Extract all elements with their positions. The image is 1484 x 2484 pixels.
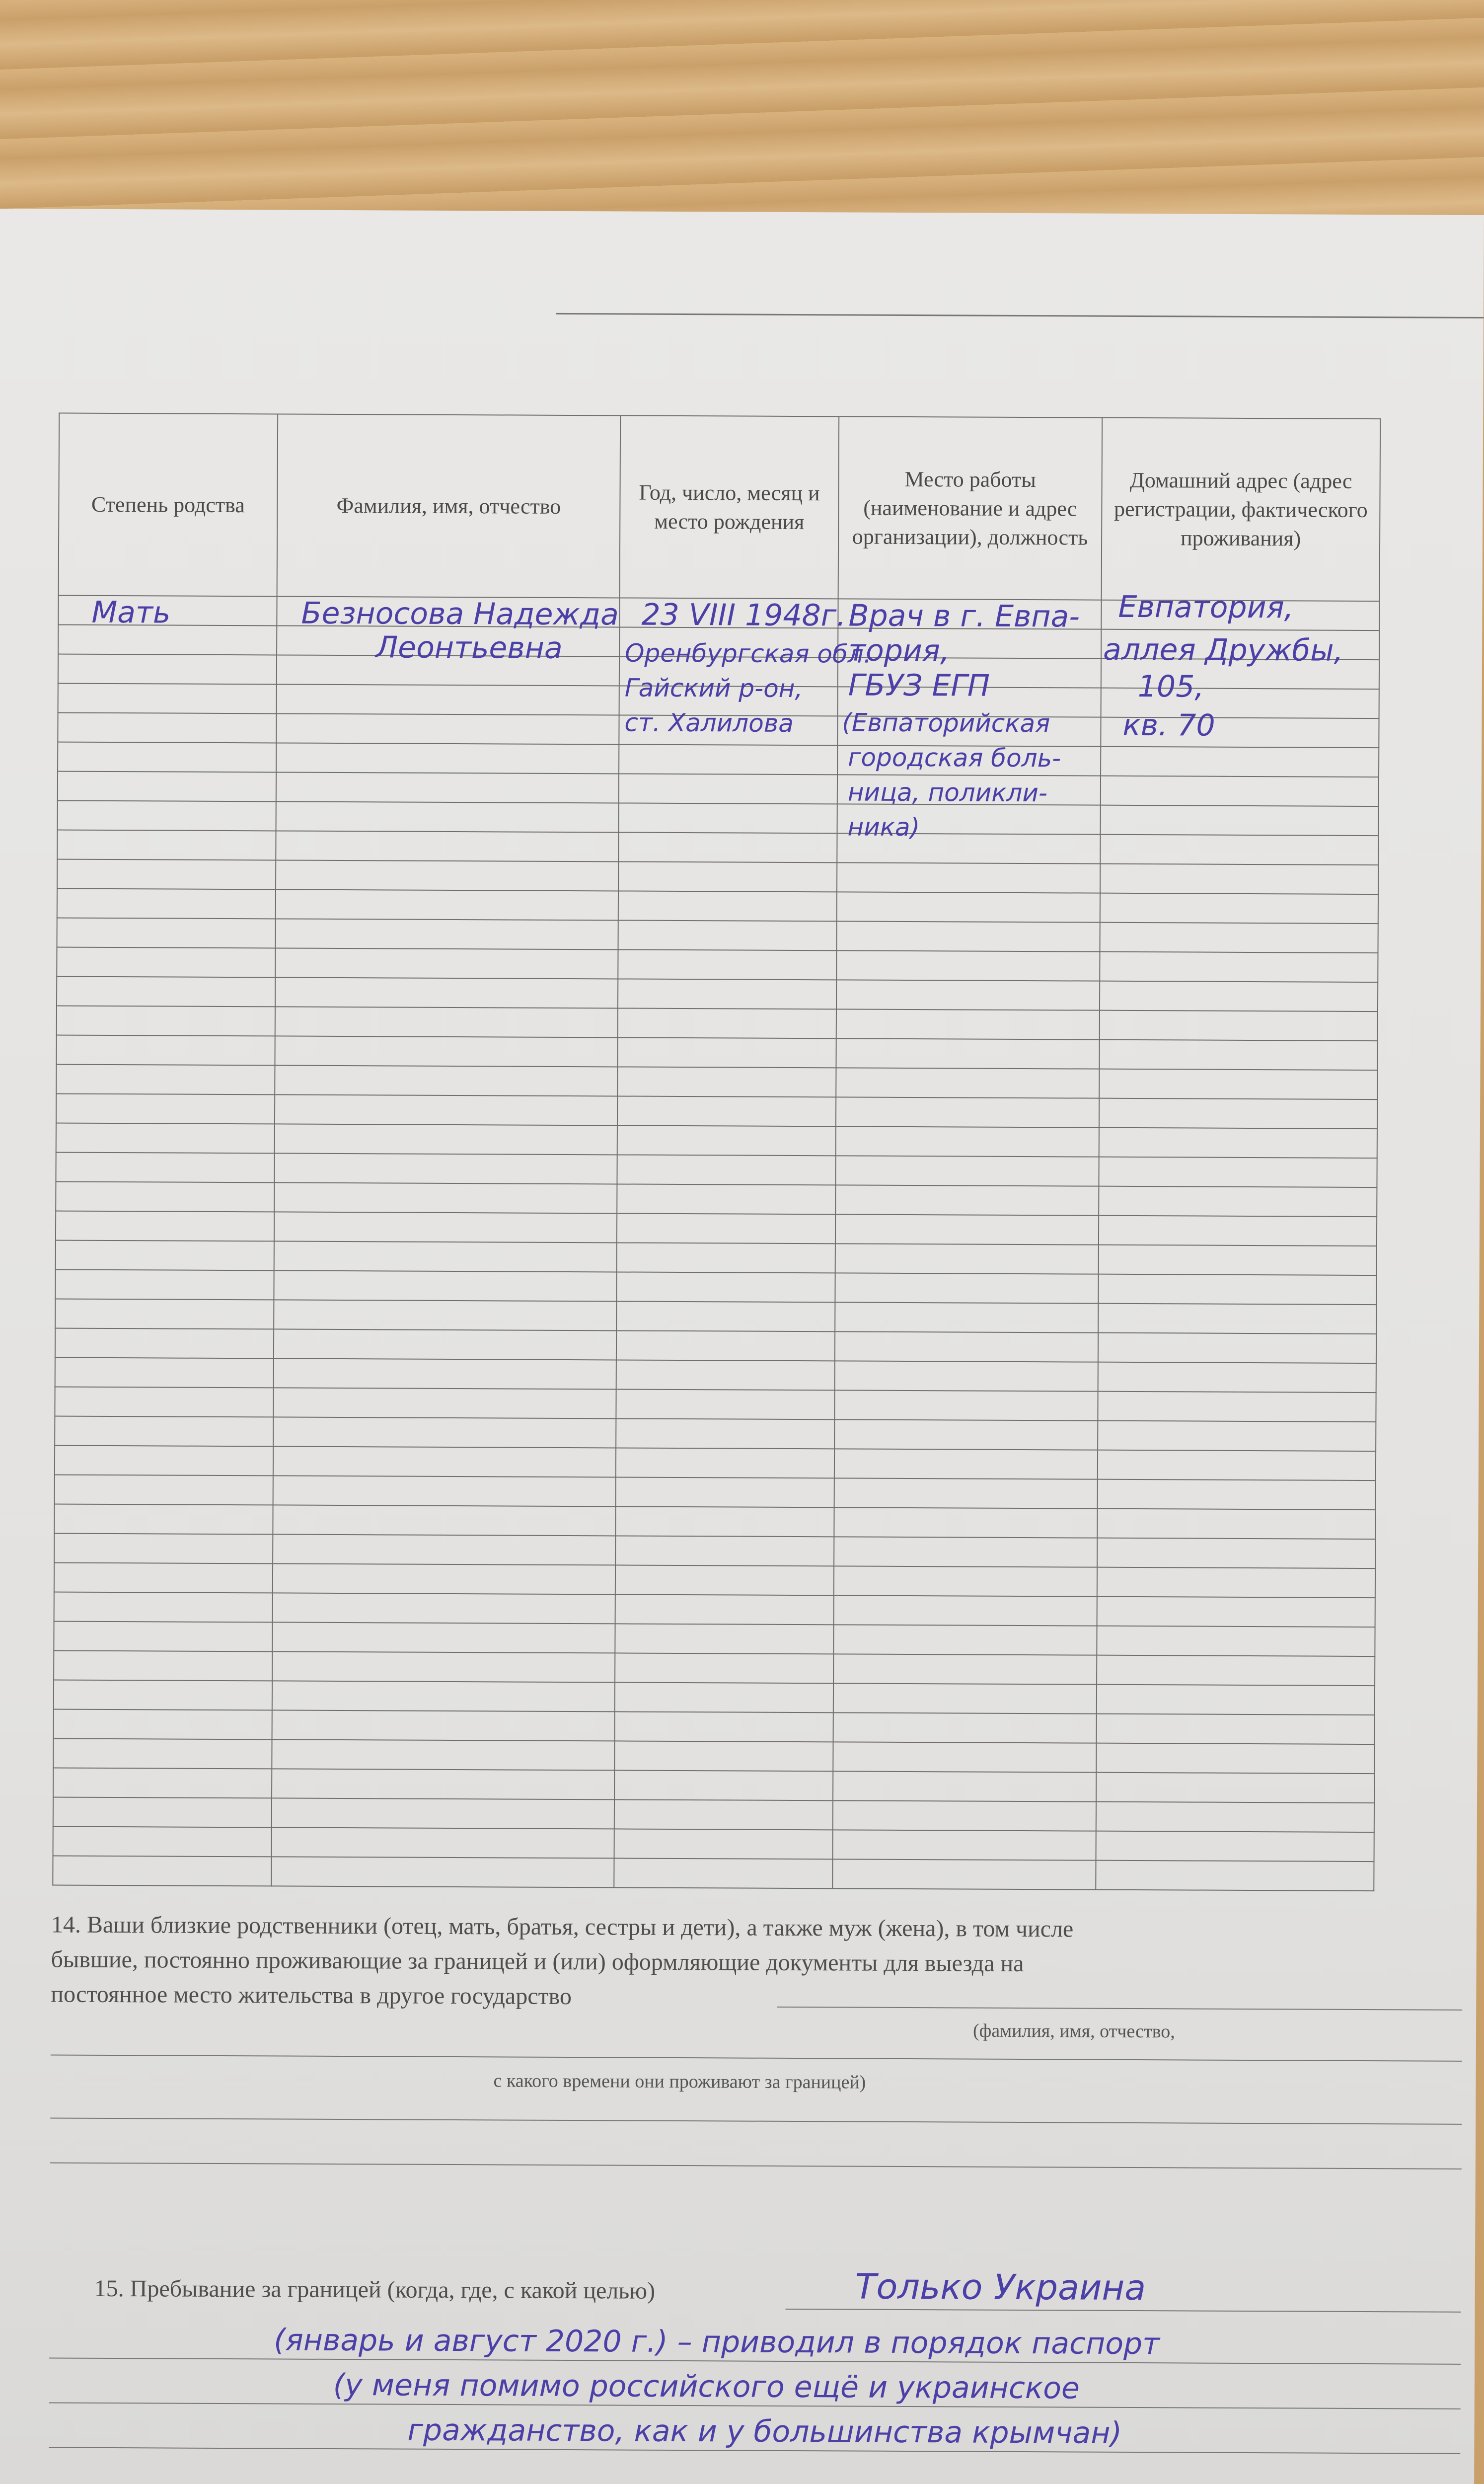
table-cell xyxy=(836,1097,1099,1127)
table-cell xyxy=(274,1358,616,1389)
table-cell xyxy=(618,1008,836,1038)
table-cell xyxy=(1101,776,1379,806)
table-cell xyxy=(1097,1538,1375,1568)
table-cell xyxy=(1100,893,1378,924)
table-cell xyxy=(1096,1743,1374,1774)
header-home-address: Домашний адрес (адрес регистрации, фактического проживания) xyxy=(1102,418,1381,601)
table-cell xyxy=(1097,1655,1375,1686)
table-cell xyxy=(833,1654,1097,1684)
table-cell xyxy=(53,1768,272,1798)
table-cell xyxy=(837,862,1100,893)
header-full-name: Фамилия, имя, отчество xyxy=(277,414,621,598)
table-cell xyxy=(55,1475,273,1505)
table-cell xyxy=(619,744,837,775)
section-14-fill-line-4 xyxy=(50,2162,1462,2169)
table-cell xyxy=(272,1651,615,1682)
entry-address-line-3: 105, xyxy=(1137,669,1204,704)
table-cell xyxy=(1098,1362,1376,1393)
table-cell xyxy=(616,1477,834,1507)
table-cell xyxy=(273,1475,616,1506)
table-cell xyxy=(1100,981,1378,1011)
table-cell xyxy=(276,713,619,744)
table-cell xyxy=(58,684,277,714)
table-cell xyxy=(275,948,618,979)
table-cell xyxy=(54,1563,273,1593)
table-cell xyxy=(273,1505,615,1536)
table-cell xyxy=(276,889,618,920)
table-cell xyxy=(616,1301,835,1331)
table-cell xyxy=(616,1418,834,1449)
table-cell xyxy=(53,1856,271,1886)
table-cell xyxy=(616,1389,834,1419)
table-cell xyxy=(837,892,1100,922)
table-cell xyxy=(54,1709,272,1739)
table-cell xyxy=(57,947,275,978)
table-cell xyxy=(834,1390,1098,1420)
table-cell xyxy=(1097,1685,1375,1715)
table-cell xyxy=(835,1243,1099,1274)
table-cell xyxy=(56,1153,274,1183)
table-cell xyxy=(55,1446,273,1476)
table-cell xyxy=(56,1035,275,1066)
table-cell xyxy=(1098,1274,1376,1305)
table-cell xyxy=(58,713,276,743)
section-15-answer-line-4: гражданство, как и у большинства крымчан) xyxy=(407,2412,1122,2451)
table-cell xyxy=(271,1857,614,1887)
table-cell xyxy=(616,1360,835,1390)
table-cell xyxy=(272,1681,615,1711)
table-cell xyxy=(617,1155,835,1185)
table-cell xyxy=(58,801,276,831)
table-cell xyxy=(275,1007,618,1037)
table-cell xyxy=(835,1273,1098,1303)
section-14-line-1: 14. Ваши близкие родственники (отец, мать, братья, сестры и дети), а также муж (жена), в том числе xyxy=(51,1911,1074,1942)
table-cell xyxy=(617,1213,835,1243)
table-cell xyxy=(58,742,276,773)
table-cell xyxy=(55,1416,273,1447)
table-cell xyxy=(1096,1802,1374,1832)
form-sheet xyxy=(0,209,1484,2484)
table-cell xyxy=(274,1153,617,1184)
entry-work-line-6: ница, поликли- xyxy=(847,777,1048,808)
section-15-answer-line-2: (январь и август 2020 г.) – приводил в порядок паспорт xyxy=(274,2323,1160,2362)
table-cell xyxy=(834,1507,1097,1538)
table-cell xyxy=(1097,1597,1375,1627)
table-cell xyxy=(273,1593,615,1624)
table-cell xyxy=(833,1742,1096,1772)
entry-birth-station: ст. Халилова xyxy=(624,708,794,738)
table-cell xyxy=(275,977,618,1008)
table-cell xyxy=(57,859,276,890)
table-cell xyxy=(1100,952,1378,982)
table-cell xyxy=(1098,1450,1376,1480)
table-cell xyxy=(1096,1831,1374,1862)
table-header-row xyxy=(59,413,1381,602)
table-cell xyxy=(272,1622,615,1653)
table-cell xyxy=(614,1770,833,1800)
table-cell xyxy=(832,1859,1096,1889)
table-cell xyxy=(53,1826,272,1857)
table-cell xyxy=(275,1036,617,1067)
table-cell xyxy=(276,831,618,861)
table-cell xyxy=(1098,1304,1376,1334)
table-cell xyxy=(56,1211,274,1242)
table-cell xyxy=(55,1270,274,1300)
table-cell xyxy=(616,1448,834,1478)
table-cell xyxy=(1096,1773,1374,1803)
table-cell xyxy=(273,1417,616,1448)
table-cell xyxy=(53,1797,272,1827)
table-cell xyxy=(275,1065,617,1096)
table-cell xyxy=(274,1270,616,1301)
table-cell xyxy=(1097,1714,1375,1744)
table-cell xyxy=(1096,1861,1374,1891)
table-cell xyxy=(274,1300,616,1330)
entry-name-line-2: Леонтьевна xyxy=(375,630,563,666)
table-cell xyxy=(617,1037,836,1068)
section-14-line-2: бывшие, постоянно проживающие за границей и (или) оформляющие документы для выезда на xyxy=(51,1946,1024,1977)
section-15-fill-line-1 xyxy=(786,2309,1461,2313)
table-cell xyxy=(833,1712,1097,1743)
table-cell xyxy=(615,1624,833,1654)
entry-name-line-1: Безносова Надежда xyxy=(301,596,619,632)
table-cell xyxy=(615,1506,834,1537)
table-cell xyxy=(274,1241,617,1272)
table-cell xyxy=(833,1830,1096,1860)
table-cell xyxy=(273,1388,616,1418)
entry-work-line-2: тория, xyxy=(848,633,950,669)
table-cell xyxy=(1099,1128,1377,1158)
entry-birth-region: Оренбургская обл. xyxy=(624,638,872,669)
table-cell xyxy=(273,1534,615,1565)
entry-work-line-1: Врач в г. Евпа- xyxy=(848,598,1080,634)
entry-address-line-2: аллея Дружбы, xyxy=(1103,632,1343,668)
table-cell xyxy=(834,1449,1098,1479)
table-cell xyxy=(837,921,1100,951)
top-rule-line xyxy=(556,313,1484,318)
table-cell xyxy=(1100,1010,1378,1041)
table-cell xyxy=(833,1683,1097,1713)
table-cell xyxy=(272,1798,614,1829)
entry-work-line-7: ника) xyxy=(847,812,920,842)
table-cell xyxy=(614,1829,833,1859)
section-14-fill-line-3 xyxy=(50,2117,1462,2124)
table-cell xyxy=(56,1182,274,1212)
table-cell xyxy=(617,1184,835,1214)
table-cell xyxy=(57,830,276,860)
entry-work-line-4: (Евпаторийская xyxy=(842,708,1050,738)
table-cell xyxy=(617,1096,836,1126)
table-cell xyxy=(615,1536,834,1566)
table-cell xyxy=(1099,1069,1377,1099)
table-cell xyxy=(833,1771,1096,1801)
entry-work-line-3: ГБУЗ ЕГП xyxy=(848,668,990,703)
table-cell xyxy=(614,1858,832,1888)
entry-birth-district: Гайский р-он, xyxy=(624,673,803,703)
table-cell xyxy=(836,980,1100,1010)
table-cell xyxy=(1099,1157,1377,1187)
entry-relation: Мать xyxy=(91,595,171,630)
table-cell xyxy=(1100,864,1378,894)
table-cell xyxy=(617,1067,836,1097)
table-cell xyxy=(55,1328,274,1359)
table-cell xyxy=(1099,1040,1377,1070)
table-cell xyxy=(834,1537,1097,1567)
table-cell xyxy=(833,1625,1097,1655)
entry-address-line-4: кв. 70 xyxy=(1122,707,1215,743)
table-cell xyxy=(1099,1216,1377,1246)
table-row xyxy=(53,1856,1374,1891)
table-cell xyxy=(615,1565,834,1595)
table-cell xyxy=(1100,923,1378,953)
entry-birth-date: 23 VIII 1948г. xyxy=(641,597,846,633)
table-cell xyxy=(836,950,1100,981)
table-cell xyxy=(1099,1098,1377,1129)
table-cell xyxy=(836,1038,1099,1069)
table-cell xyxy=(1100,835,1378,865)
table-cell xyxy=(55,1387,273,1417)
table-cell xyxy=(57,977,275,1007)
table-cell xyxy=(614,1799,833,1830)
table-cell xyxy=(617,1125,836,1156)
table-cell xyxy=(56,1094,275,1124)
table-cell xyxy=(54,1622,272,1652)
table-cell xyxy=(1098,1421,1376,1451)
table-cell xyxy=(272,1710,615,1741)
table-cell xyxy=(618,832,837,862)
table-cell xyxy=(836,1009,1100,1039)
table-cell xyxy=(54,1504,273,1535)
table-cell xyxy=(58,772,276,802)
table-cell xyxy=(1099,1245,1377,1275)
table-cell xyxy=(835,1185,1099,1215)
table-cell xyxy=(1099,1186,1377,1217)
table-cell xyxy=(834,1595,1097,1626)
table-cell xyxy=(275,1124,617,1155)
table-cell xyxy=(276,801,619,832)
header-workplace: Место работы (наименование и адрес организации), должность xyxy=(838,416,1103,600)
table-cell xyxy=(55,1358,274,1388)
table-cell xyxy=(272,1739,614,1770)
section-14-fill-line-2 xyxy=(51,2054,1462,2061)
table-cell xyxy=(273,1563,615,1594)
table-cell xyxy=(617,1242,835,1273)
table-cell xyxy=(836,1126,1099,1157)
table-cell xyxy=(618,861,837,892)
section-15-label: 15. Пребывание за границей (когда, где, с какой целью) xyxy=(94,2275,656,2304)
table-cell xyxy=(54,1592,273,1623)
section-14-line-3: постоянное место жительства в другое государство xyxy=(51,1981,572,2010)
table-cell xyxy=(56,1241,274,1271)
table-cell xyxy=(272,1827,614,1858)
table-cell xyxy=(277,684,619,715)
section-14-fill-line-1 xyxy=(777,2007,1462,2011)
table-cell xyxy=(834,1566,1097,1596)
section-15-answer-line-3: (у меня помимо российского ещё и украинское xyxy=(333,2367,1080,2406)
table-cell xyxy=(835,1156,1099,1186)
table-cell xyxy=(834,1478,1098,1508)
table-cell xyxy=(276,743,619,774)
table-cell xyxy=(618,979,836,1009)
table-cell xyxy=(56,1123,275,1154)
table-cell xyxy=(57,918,276,948)
table-cell xyxy=(1101,747,1379,777)
table-cell xyxy=(834,1419,1098,1450)
table-cell xyxy=(614,1741,833,1771)
section-15-answer-line-1: Только Украина xyxy=(855,2266,1146,2309)
table-cell xyxy=(58,654,277,685)
wooden-table-background xyxy=(0,0,1484,229)
table-cell xyxy=(276,772,619,803)
table-cell xyxy=(618,920,837,950)
entry-work-line-5: городская боль- xyxy=(848,743,1061,773)
entry-address-line-1: Евпатория, xyxy=(1118,589,1294,625)
table-cell xyxy=(54,1534,273,1564)
header-birth: Год, число, месяц и место рождения xyxy=(620,415,839,599)
table-cell xyxy=(616,1330,835,1361)
table-cell xyxy=(615,1711,833,1742)
table-cell xyxy=(57,889,276,919)
table-cell xyxy=(835,1331,1098,1362)
table-cell xyxy=(1098,1479,1376,1510)
table-cell xyxy=(835,1302,1098,1332)
table-cell xyxy=(615,1653,833,1683)
table-cell xyxy=(274,1329,616,1360)
table-cell xyxy=(274,1212,617,1242)
table-cell xyxy=(833,1800,1096,1831)
table-cell xyxy=(1098,1333,1376,1363)
table-cell xyxy=(619,803,837,833)
table-cell xyxy=(56,1065,275,1095)
table-cell xyxy=(1097,1626,1375,1656)
table-cell xyxy=(55,1299,274,1329)
section-14-caption-2: с какого времени они проживают за границей) xyxy=(493,2070,866,2093)
table-cell xyxy=(274,1182,617,1213)
table-cell xyxy=(835,1214,1099,1244)
table-cell xyxy=(276,860,618,891)
table-cell xyxy=(615,1594,834,1625)
table-cell xyxy=(1097,1509,1375,1539)
table-cell xyxy=(1097,1567,1375,1598)
table-cell xyxy=(618,891,837,921)
table-cell xyxy=(616,1272,835,1302)
table-cell xyxy=(53,1738,272,1769)
table-cell xyxy=(273,1446,616,1477)
table-body xyxy=(53,596,1379,1891)
table-cell xyxy=(54,1651,272,1681)
table-cell xyxy=(1101,805,1379,836)
header-relation: Степень родства xyxy=(59,413,278,597)
section-14-caption-1: (фамилия, имя, отчество, xyxy=(972,2020,1175,2042)
table-cell xyxy=(619,774,837,804)
table-cell xyxy=(57,1006,275,1036)
table-cell xyxy=(275,1094,617,1125)
table-cell xyxy=(836,1068,1099,1098)
table-cell xyxy=(615,1682,833,1712)
table-cell xyxy=(1098,1392,1376,1422)
table-cell xyxy=(835,1361,1098,1391)
table-cell xyxy=(618,949,836,980)
table-cell xyxy=(272,1769,614,1799)
table-cell xyxy=(276,919,618,949)
table-cell xyxy=(54,1680,272,1710)
